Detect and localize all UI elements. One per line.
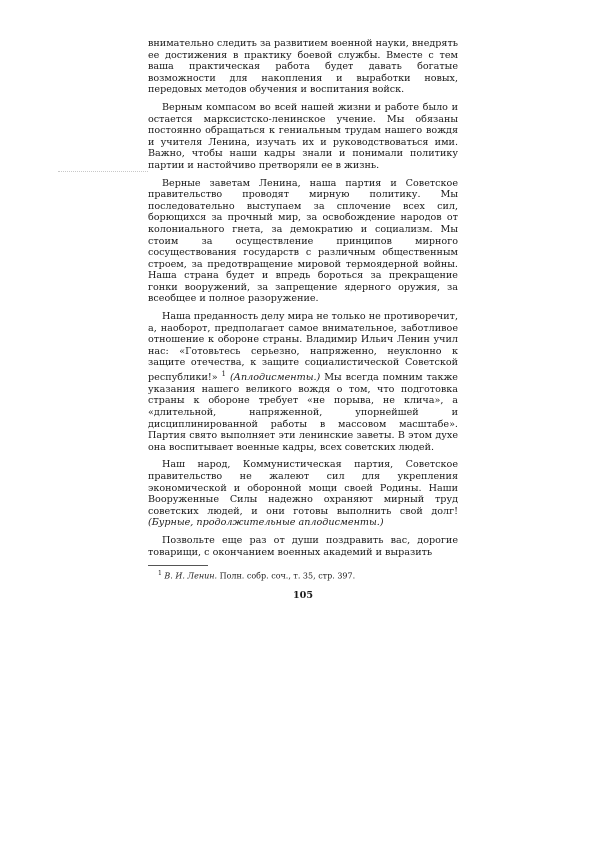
- footnote-reference: 1: [221, 370, 227, 379]
- paragraph-2-text: Верным компасом во всей нашей жизни и работе было и остается марксистско-ленинское учение. Мы обязаны постоянно обращаться к гениальным трудам нашего вождя и учителя Ленина, изучать их и руководствоваться ими. Важно, чтобы наши кадры знали и понимали политику партии и настойчиво претворяли ее в жизнь.: [148, 101, 458, 171]
- paragraph-1: [148, 38, 458, 96]
- book-page: [148, 38, 458, 582]
- footnote-text: Полн. собр. соч., т. 35, стр. 397.: [219, 571, 356, 581]
- footnote-divider: [148, 565, 208, 566]
- footnote-marker: 1: [158, 570, 162, 578]
- scan-artifact-line: [58, 171, 148, 172]
- paragraph-4-text-a: Наша преданность делу мира не только не противоречит, а, наоборот, предполагает самое внимательное, заботливое отношение к обороне страны. Владимир Ильич Ленин учил нас: «Готовьтесь серьезно, напряженно, неуклонно к защите отечества, к защите социалистической Советской республики!»: [148, 311, 458, 384]
- footnote-author: В. И. Ленин.: [164, 571, 218, 581]
- footnote: [158, 569, 458, 582]
- paragraph-4: [148, 311, 458, 453]
- page-number: 105: [292, 590, 314, 601]
- paragraph-5: [148, 459, 458, 529]
- applause-remark: (Аплодисменты.): [226, 372, 321, 384]
- paragraph-3-text: Верные заветам Ленина, наша партия и Советское правительство проводят мирную политику. Мы последовательно выступаем за сплочение всех сил, борющихся за прочный мир, за освобождение народов от колониального гнета, за демократию и социализм. Мы стоим за осуществление принципов мирного сосуществования государств с различным общественным строем, за предотвращение мировой термоядерной войны. Наша страна будет и впредь бороться за прекращение гонки вооружений, за запрещение ядерного оружия, за всеобщее и полное разоружение.: [148, 177, 458, 305]
- paragraph-6: [148, 535, 458, 558]
- paragraph-1-text: внимательно следить за развитием военной науки, внедрять ее достижения в практику боевой службы. Вместе с тем ваша практическая работа будет давать богатые возможности для накопления и выработки новых, передовых методов обучения и воспитания войск.: [148, 38, 458, 96]
- ovation-remark: (Бурные, продолжительные аплодисменты.): [148, 517, 384, 529]
- paragraph-5-text: Наш народ, Коммунистическая партия, Советское правительство не жалеют сил для укрепления экономической и оборонной мощи своей Родины. Наши Вооруженные Силы надежно охраняют мирный труд советских людей, и они готовы выполнить свой долг!: [148, 459, 458, 517]
- body-text: [148, 38, 458, 558]
- paragraph-6-text: Позвольте еще раз от души поздравить вас, дорогие товарищи, с окончанием военных академий и выразить: [148, 534, 458, 558]
- paragraph-4-text-b: Мы всегда помним также указания нашего великого вождя о том, что подготовка страны к обороне требует «не порыва, не клича», а «длительной, напряженной, упорнейшей и дисциплинированной работы в массовом масштабе». Партия свято выполняет эти ленинские заветы. В этом духе она воспитывает военные кадры, всех советских людей.: [148, 372, 458, 453]
- paragraph-2: [148, 102, 458, 172]
- paragraph-3: [148, 178, 458, 306]
